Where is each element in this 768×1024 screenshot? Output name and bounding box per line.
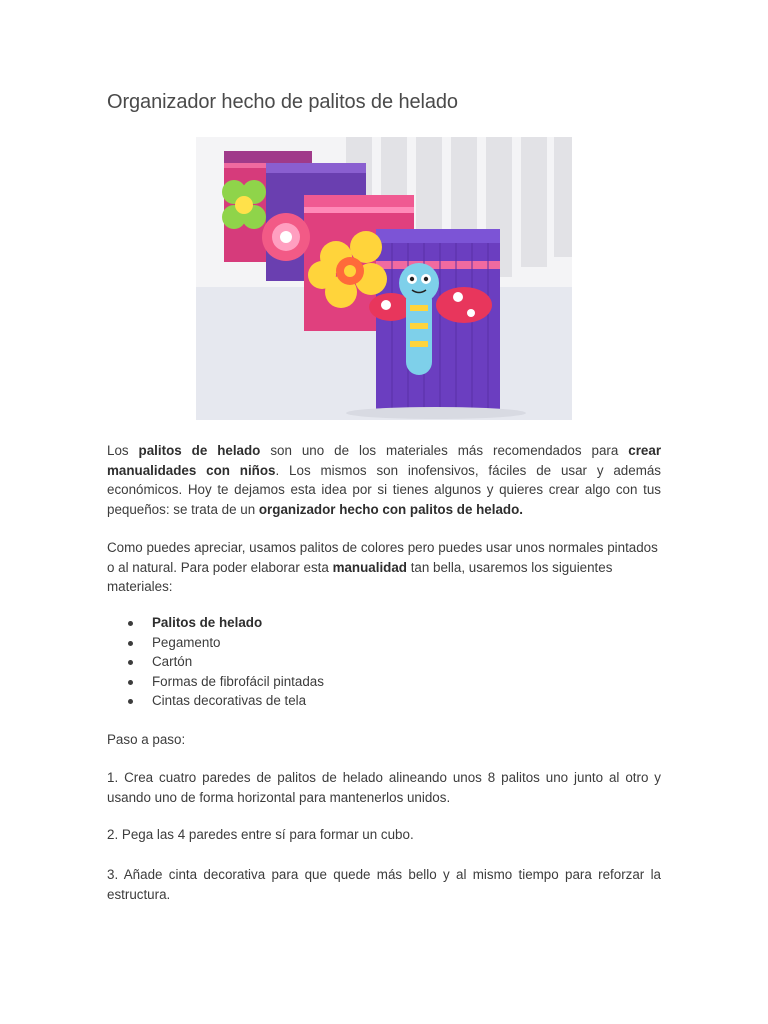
materials-intro-paragraph: Como puedes apreciar, usamos palitos de colores pero puedes usar unos normales pintados o al natural. Para poder elaborar esta manualidad tan bella, usaremos los siguientes materiales: — [107, 540, 658, 594]
intro-paragraph: Los palitos de helado son uno de los materiales más recomendados para crear manualidades con niños. Los mismos son inofensivos, fáciles de usar y además económicos. Hoy te dejamos esta idea por si tienes algunos y quieres crear algo con tus pequeños: se trata de un organizador hecho con palitos de helado. — [107, 443, 662, 517]
craft-photo — [196, 137, 572, 420]
list-item: Cartón — [107, 652, 661, 672]
list-item: Formas de fibrofácil pintadas — [107, 672, 661, 692]
step-2: 2. Pega las 4 paredes entre sí para formar un cubo. — [107, 827, 414, 842]
list-item: Palitos de helado — [107, 613, 661, 633]
materials-list — [107, 613, 661, 711]
step-3: 3. Añade cinta decorativa para que quede más bello y al mismo tiempo para reforzar la estructura. — [107, 867, 661, 902]
steps-heading: Paso a paso: — [107, 732, 186, 747]
popsicle-stick-organizers-image — [196, 137, 572, 420]
step-1: 1. Crea cuatro paredes de palitos de helado alineando unos 8 palitos uno junto al otro y usando uno de forma horizontal para mantenerlos unidos. — [107, 770, 661, 805]
list-item: Pegamento — [107, 633, 661, 653]
list-item: Cintas decorativas de tela — [107, 691, 661, 711]
page-title: Organizador hecho de palitos de helado — [107, 91, 458, 113]
